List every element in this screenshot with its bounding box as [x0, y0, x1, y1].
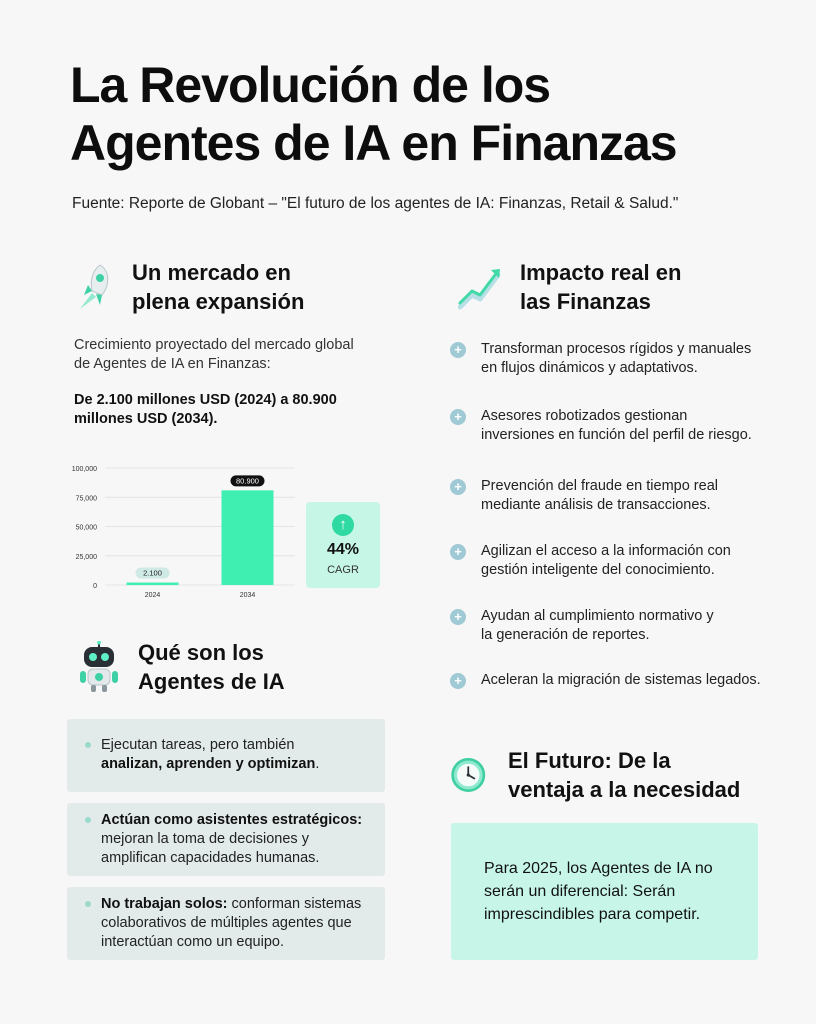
- plus-icon: +: [450, 609, 466, 625]
- y-tick-label: 100,000: [71, 466, 97, 473]
- market-intro: [74, 336, 374, 374]
- y-tick-label: 25,000: [75, 553, 97, 561]
- bullet-dot: [85, 901, 91, 907]
- impact-item-4: [450, 542, 780, 580]
- y-tick-label: 50,000: [75, 524, 97, 532]
- impact-item-line-2: mediante análisis de transacciones.: [481, 497, 711, 513]
- card2-line-2: mejoran la toma de decisiones y: [101, 831, 309, 847]
- card2-line-3: amplifican capacidades humanas.: [101, 850, 320, 866]
- agents-title-line-2: Agentes de IA: [138, 669, 285, 694]
- impact-item-3: [450, 477, 780, 515]
- data-label: 80.900: [236, 476, 259, 486]
- future-title-line-2: ventaja a la necesidad: [508, 777, 741, 802]
- impact-item-line-1: Ayudan al cumplimiento normativo y: [481, 608, 714, 624]
- market-section-header: [70, 258, 304, 316]
- market-title-line-1: Un mercado en: [132, 260, 291, 285]
- cagr-label: CAGR: [327, 564, 359, 576]
- plus-icon: +: [450, 673, 466, 689]
- future-text-line-1: Para 2025, los Agentes de IA no: [484, 860, 713, 877]
- impact-item-line-2: gestión inteligente del conocimiento.: [481, 562, 715, 578]
- market-range: [74, 391, 374, 429]
- card1-line-2: [101, 755, 365, 774]
- future-section-header: [450, 746, 740, 804]
- plus-icon: +: [450, 479, 466, 495]
- card2-bold: Actúan como asistentes estratégicos:: [101, 812, 363, 828]
- impact-item-line-1: Transforman procesos rígidos y manuales: [481, 341, 752, 357]
- data-label: 2.100: [143, 568, 162, 578]
- plus-icon: +: [450, 544, 466, 560]
- impact-item-line-2: en flujos dinámicos y adaptativos.: [481, 360, 698, 376]
- arrow-up-icon: ↑: [332, 514, 354, 536]
- title-line-1: La Revolución de los: [70, 57, 551, 113]
- agents-card-3: [67, 887, 385, 960]
- impact-item-line-1: Aceleran la migración de sistemas legados.: [481, 672, 761, 688]
- robot-icon: [76, 641, 122, 693]
- impact-item-line-2: inversiones en función del perfil de riesgo.: [481, 427, 752, 443]
- source-note: Fuente: Reporte de Globant – "El futuro de los agentes de IA: Finanzas, Retail & Salud.": [72, 195, 679, 212]
- impact-item-line-2: la generación de reportes.: [481, 627, 650, 643]
- impact-item-2: [450, 407, 780, 445]
- bullet-dot: [85, 742, 91, 748]
- y-tick-label: 75,000: [75, 495, 97, 503]
- card1-line-1: Ejecutan tareas, pero también: [101, 737, 295, 753]
- impact-item-1: [450, 340, 780, 378]
- impact-section-header: [458, 258, 681, 316]
- agents-card-1: [67, 719, 385, 792]
- future-text-line-2: serán un diferencial: Serán: [484, 883, 676, 900]
- impact-title-line-1: Impacto real en: [520, 260, 682, 285]
- market-range-line-2: millones USD (2034).: [74, 411, 218, 427]
- x-tick-label: 2034: [239, 592, 256, 599]
- future-title-line-1: El Futuro: De la: [508, 748, 671, 773]
- market-range-line-1: De 2.100 millones USD (2024) a 80.900: [74, 392, 337, 408]
- page-title: [70, 56, 770, 172]
- impact-item-5: [450, 607, 780, 645]
- impact-item-line-1: Prevención del fraude en tiempo real: [481, 478, 718, 494]
- impact-title-line-2: las Finanzas: [520, 289, 651, 314]
- plus-icon: +: [450, 342, 466, 358]
- agents-section-header: [76, 638, 285, 696]
- card1-bold: analizan, aprenden y optimizan: [101, 756, 316, 772]
- card3-line-3: interactúan como un equipo.: [101, 934, 284, 950]
- card3-line-1: [101, 895, 365, 914]
- future-card: [451, 823, 758, 960]
- agents-card-2: [67, 803, 385, 876]
- card3-rest: conforman sistemas: [227, 896, 362, 912]
- impact-item-line-1: Asesores robotizados gestionan: [481, 408, 688, 424]
- y-tick-label: 0: [93, 583, 97, 590]
- impact-item-6: [450, 671, 780, 690]
- card2-line-1: [101, 811, 365, 830]
- card3-line-2: colaborativos de múltiples agentes que: [101, 915, 352, 931]
- market-intro-line-2: de Agentes de IA en Finanzas:: [74, 356, 271, 372]
- cagr-value: 44%: [326, 541, 360, 558]
- market-intro-line-1: Crecimiento proyectado del mercado global: [74, 337, 354, 353]
- title-line-2: Agentes de IA en Finanzas: [70, 115, 677, 171]
- bullet-dot: [85, 817, 91, 823]
- card3-bold: No trabajan solos:: [101, 896, 228, 912]
- market-title-line-2: plena expansión: [132, 289, 305, 314]
- card1-tail: .: [315, 756, 320, 772]
- cagr-card: [306, 502, 380, 588]
- agents-title-line-1: Qué son los: [138, 640, 264, 665]
- impact-item-line-1: Agilizan el acceso a la información con: [481, 543, 731, 559]
- clock-icon: [450, 752, 490, 798]
- plus-icon: +: [450, 409, 466, 425]
- x-tick-label: 2024: [144, 592, 161, 599]
- market-bar-chart: [60, 458, 310, 608]
- future-text-line-3: imprescindibles para competir.: [484, 906, 701, 923]
- bar: [127, 583, 179, 586]
- rocket-icon: [70, 261, 116, 313]
- trend-chart-icon: [458, 261, 504, 313]
- bar: [222, 490, 274, 585]
